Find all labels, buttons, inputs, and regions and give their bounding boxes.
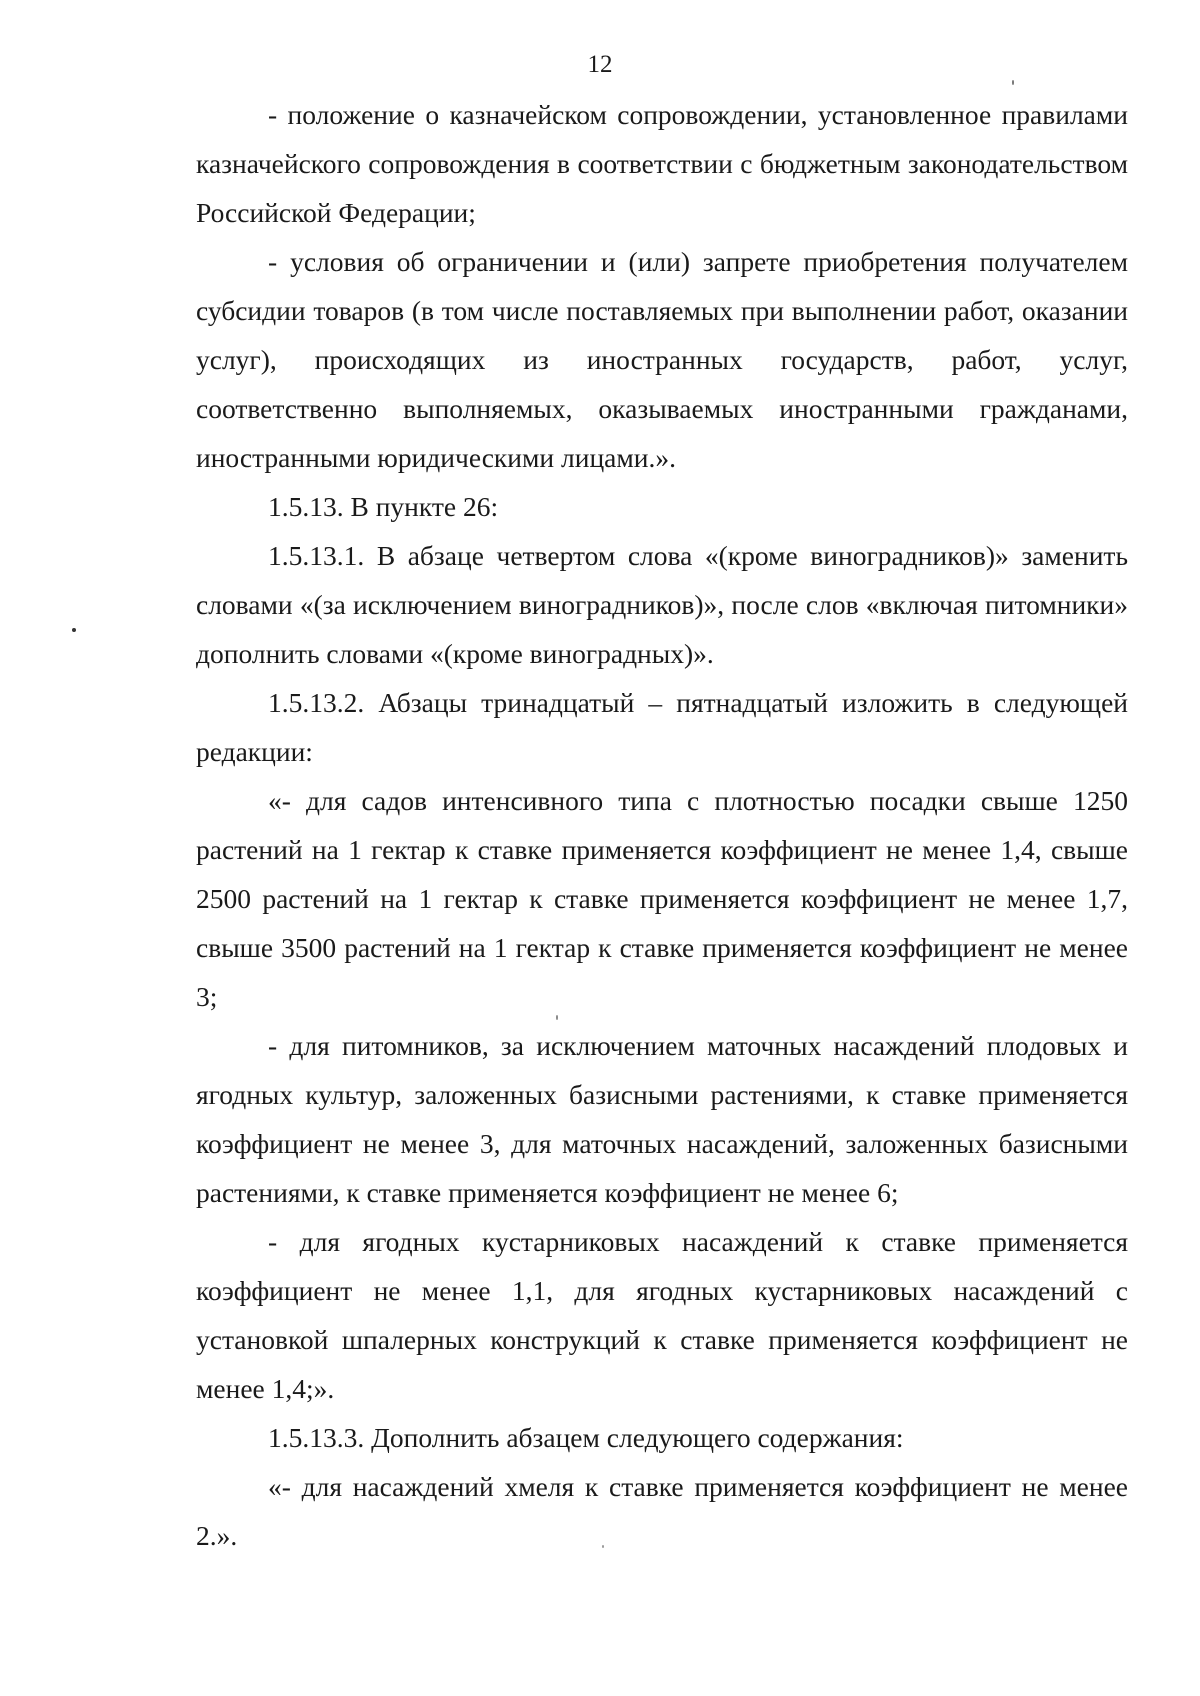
- paragraph-nurseries: - для питомников, за исключением маточных насаждений плодовых и ягодных культур, заложенных базисными растениями, к ставке применяется коэффициент не менее 3, для маточных насаждений, заложенных базисными растениями, к ставке применяется коэффициент не менее 6;: [196, 1030, 1128, 1208]
- scan-speck: [556, 1015, 558, 1020]
- scan-speck: [1012, 80, 1014, 85]
- paragraph-berry-shrubs: - для ягодных кустарниковых насаждений к ставке применяется коэффициент не менее 1,1, для ягодных кустарниковых насаждений с установкой шпалерных конструкций к ставке применяется коэффициент не менее 1,4;».: [196, 1226, 1128, 1404]
- paragraph-treasury-support: - положение о казначейском сопровождении, установленное правилами казначейского сопровождения в соответствии с бюджетным законодательством Российской Федерации;: [196, 99, 1128, 228]
- page-number: 12: [587, 51, 613, 78]
- paragraph-intensive-gardens: «- для садов интенсивного типа с плотностью посадки свыше 1250 растений на 1 гектар к ставке применяется коэффициент не менее 1,4, свыше 2500 растений на 1 гектар к ставке применяется коэффициент не менее 1,7, свыше 3500 растений на 1 гектар к ставке применяется коэффициент не менее 3;: [196, 785, 1128, 1012]
- paragraph-clause-1-5-13-2: 1.5.13.2. Абзацы тринадцатый – пятнадцатый изложить в следующей редакции:: [196, 687, 1128, 767]
- paragraph-import-restriction: - условия об ограничении и (или) запрете приобретения получателем субсидии товаров (в том числе поставляемых при выполнении работ, оказании услуг), происходящих из иностранных государств, работ, услуг, соответственно выполняемых, оказываемых иностранными гражданами, иностранными юридическими лицами.».: [196, 246, 1128, 473]
- paragraph-clause-1-5-13: 1.5.13. В пункте 26:: [268, 491, 499, 522]
- document-body: [196, 90, 1128, 1560]
- scan-speck: [72, 628, 76, 632]
- paragraph-clause-1-5-13-1: 1.5.13.1. В абзаце четвертом слова «(кроме виноградников)» заменить словами «(за исключением виноградников)», после слов «включая питомники» дополнить словами «(кроме виноградных)».: [196, 540, 1128, 669]
- paragraph-clause-1-5-13-3: 1.5.13.3. Дополнить абзацем следующего содержания:: [268, 1422, 904, 1453]
- paragraph-hops: «- для насаждений хмеля к ставке применяется коэффициент не менее 2.».: [196, 1471, 1128, 1551]
- scan-speck: [602, 1545, 604, 1548]
